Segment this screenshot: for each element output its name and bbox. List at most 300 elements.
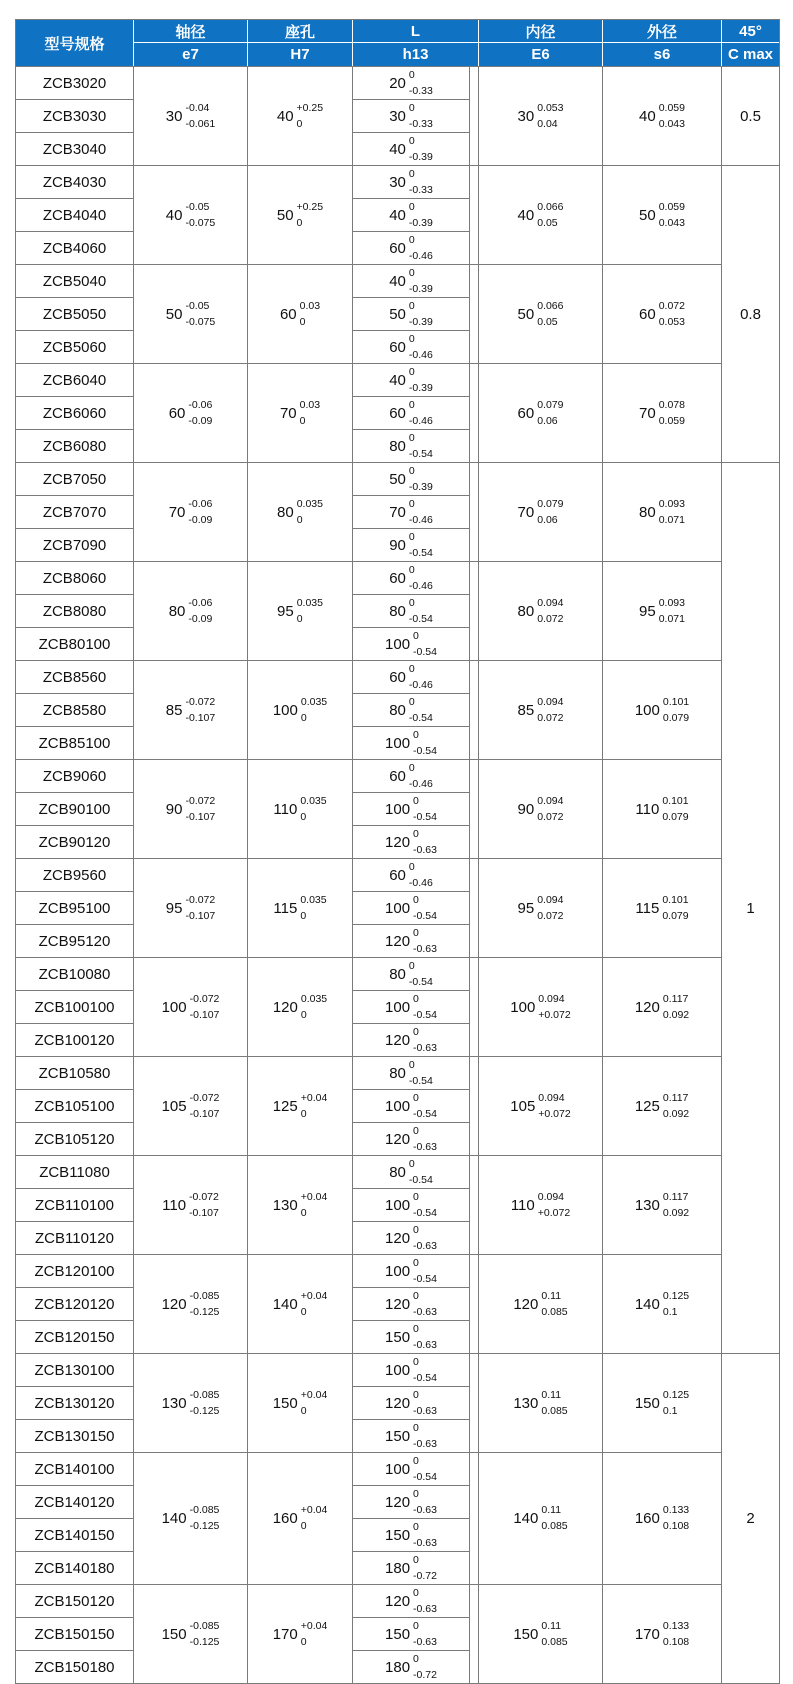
inner-diameter-cell-value: 95: [517, 899, 535, 917]
seat-hole-cell: [248, 67, 353, 165]
model-cell: ZCB150120: [34, 1592, 115, 1610]
outer-diameter-cell-value: 80: [639, 503, 656, 521]
header-outer-diameter: [603, 20, 722, 66]
seat-hole-cell-tolerances: [301, 1192, 328, 1219]
group-row: [16, 1452, 722, 1584]
inner-diameter-cell-lower-deviation: 0.085: [541, 1305, 568, 1318]
length-cell-upper-deviation: 0: [408, 497, 415, 510]
length-strip: [470, 562, 479, 660]
model-cell: ZCB5040: [42, 272, 107, 290]
model-column: [16, 562, 134, 660]
length-column: [353, 1255, 470, 1353]
group-row: [16, 1155, 722, 1254]
length-cell-lower-deviation: -0.46: [408, 513, 433, 526]
length-column: [353, 265, 470, 363]
length-cell-tolerances: [409, 301, 433, 328]
length-cell-lower-deviation: -0.46: [408, 876, 433, 889]
length-cell-lower-deviation: -0.46: [408, 348, 433, 361]
length-cell-upper-deviation: 0: [408, 695, 415, 708]
shaft-diameter-cell-value: 50: [165, 305, 183, 323]
model-column: [16, 1255, 134, 1353]
shaft-diameter-cell-upper-deviation: -0.05: [185, 200, 210, 213]
length-cell-lower-deviation: -0.39: [408, 315, 433, 328]
outer-diameter-cell-lower-deviation: 0.071: [658, 612, 685, 625]
shaft-diameter-cell: [134, 364, 248, 462]
length-cell-tolerances: [413, 1093, 437, 1120]
inner-diameter-cell-tolerances: [537, 796, 563, 823]
length-cell-upper-deviation: 0: [408, 563, 415, 576]
model-cell: ZCB7090: [16, 528, 133, 561]
inner-diameter-cell-tolerances: [537, 499, 563, 526]
outer-diameter-cell-value: 95: [639, 602, 656, 620]
length-cell-upper-deviation: 0: [413, 1190, 419, 1203]
inner-diameter-cell-tolerances: [537, 202, 563, 229]
shaft-diameter-cell: [134, 463, 248, 561]
inner-diameter-cell-tolerances: [541, 1291, 567, 1318]
inner-diameter-cell: [479, 265, 603, 363]
shaft-diameter-cell-value: 70: [168, 503, 186, 521]
group-row: [16, 1254, 722, 1353]
model-cell: ZCB8580: [16, 693, 133, 726]
shaft-diameter-cell-upper-deviation: -0.072: [189, 1190, 219, 1203]
length-cell-value: 120: [385, 1031, 411, 1049]
inner-diameter-cell-upper-deviation: 0.094: [537, 794, 564, 807]
length-strip: [470, 859, 479, 957]
model-cell: ZCB120100: [34, 1262, 115, 1280]
outer-diameter-cell-lower-deviation: 0.079: [662, 909, 689, 922]
shaft-diameter-cell-tolerances: [190, 1093, 220, 1120]
outer-diameter-cell-upper-deviation: 0.093: [658, 497, 685, 510]
length-cell-lower-deviation: -0.72: [413, 1569, 437, 1582]
length-cell: [353, 1089, 469, 1122]
length-cell-lower-deviation: -0.54: [413, 1272, 437, 1285]
length-cell-lower-deviation: -0.54: [408, 1074, 433, 1087]
seat-hole-cell-lower-deviation: 0: [300, 1107, 307, 1120]
model-cell: ZCB8560: [42, 668, 107, 686]
length-cell-lower-deviation: -0.54: [408, 612, 433, 625]
shaft-diameter-cell: [134, 1354, 248, 1452]
shaft-diameter-cell-upper-deviation: -0.072: [189, 1091, 220, 1104]
inner-diameter-cell: [479, 166, 603, 264]
length-cell-upper-deviation: 0: [413, 1454, 419, 1467]
seat-hole-cell-tolerances: [297, 202, 324, 229]
length-cell: [353, 330, 469, 363]
inner-diameter-cell: [479, 562, 603, 660]
length-cell-value: 60: [389, 866, 406, 884]
inner-diameter-cell-upper-deviation: 0.11: [541, 1388, 562, 1401]
outer-diameter-cell-upper-deviation: 0.101: [662, 794, 689, 807]
outer-diameter-cell-value: 170: [634, 1625, 660, 1643]
seat-hole-cell-value: 140: [272, 1295, 298, 1313]
group-row: [16, 759, 722, 858]
model-cell: ZCB9060: [42, 767, 107, 785]
model-cell: ZCB5050: [16, 297, 133, 330]
length-cell-lower-deviation: -0.54: [413, 645, 437, 658]
shaft-diameter-cell-value: 60: [168, 404, 186, 422]
model-cell: ZCB10580: [38, 1064, 111, 1082]
spec-table: [15, 19, 780, 1684]
length-cell: [353, 198, 469, 231]
inner-diameter-cell-lower-deviation: +0.072: [537, 1206, 571, 1219]
seat-hole-cell-tolerances: [300, 895, 326, 922]
inner-diameter-cell-lower-deviation: 0.072: [537, 711, 564, 724]
length-cell-value: 60: [389, 239, 406, 257]
inner-diameter-cell-upper-deviation: 0.11: [541, 1504, 562, 1516]
model-column: [16, 364, 134, 462]
length-cell-value: 70: [389, 503, 406, 521]
length-cell: [353, 1551, 469, 1584]
length-cell: [353, 760, 469, 792]
length-cell-lower-deviation: -0.46: [408, 579, 433, 592]
shaft-diameter-cell-upper-deviation: -0.04: [185, 101, 210, 114]
inner-diameter-cell-lower-deviation: 0.05: [537, 216, 558, 229]
outer-diameter-cell: [603, 760, 722, 858]
length-cell: [353, 562, 469, 594]
length-cell-lower-deviation: -0.39: [408, 381, 433, 394]
length-cell: [353, 1485, 469, 1518]
cmax-cell: 2: [746, 1510, 755, 1527]
length-cell: [353, 1287, 469, 1320]
seat-hole-cell-lower-deviation: 0: [300, 1404, 307, 1417]
shaft-diameter-cell-value: 100: [161, 998, 187, 1016]
inner-diameter-cell: [479, 1255, 603, 1353]
length-strip: [470, 661, 479, 759]
seat-hole-cell-value: 100: [272, 701, 298, 719]
group-row: [16, 561, 722, 660]
length-cell: [353, 364, 469, 396]
outer-diameter-cell: [603, 1156, 722, 1254]
length-cell-value: 120: [385, 833, 411, 851]
seat-hole-cell-tolerances: [301, 1291, 328, 1318]
length-cell-upper-deviation: 0: [408, 662, 415, 675]
outer-diameter-cell-value: 160: [634, 1510, 660, 1527]
model-cell: ZCB6060: [16, 396, 133, 429]
inner-diameter-cell: [479, 1057, 603, 1155]
length-cell-lower-deviation: -0.63: [413, 1239, 437, 1252]
outer-diameter-cell-value: 115: [635, 899, 660, 917]
length-cell-upper-deviation: 0: [408, 266, 415, 279]
length-cell: [353, 1320, 469, 1353]
length-cell-tolerances: [413, 928, 437, 955]
seat-hole-cell-tolerances: [301, 1621, 328, 1648]
outer-diameter-cell-upper-deviation: 0.125: [662, 1388, 690, 1401]
seat-hole-cell: [248, 1255, 353, 1353]
length-cell-value: 150: [385, 1328, 411, 1346]
length-cell-tolerances: [413, 1225, 437, 1252]
length-cell-tolerances: [413, 1588, 437, 1615]
seat-hole-cell-lower-deviation: 0: [296, 117, 303, 130]
inner-diameter-cell-value: 30: [517, 107, 535, 125]
shaft-diameter-cell-lower-deviation: -0.107: [189, 1206, 219, 1219]
length-column: [353, 463, 470, 561]
seat-hole-cell-lower-deviation: 0: [299, 315, 306, 328]
seat-hole-cell: [248, 1156, 353, 1254]
outer-diameter-cell: [603, 1354, 722, 1452]
outer-diameter-cell: [603, 562, 722, 660]
header-outer-diameter-label: 外径: [603, 20, 721, 43]
length-cell-upper-deviation: 0: [408, 1058, 415, 1071]
inner-diameter-cell-value: 80: [517, 602, 535, 620]
length-cell-lower-deviation: -0.63: [413, 1437, 437, 1450]
seat-hole-cell-tolerances: [301, 1093, 328, 1120]
length-cell-upper-deviation: 0: [413, 629, 419, 642]
shaft-diameter-cell-lower-deviation: -0.125: [189, 1305, 220, 1318]
seat-hole-cell: [248, 1585, 353, 1683]
outer-diameter-cell-tolerances: [663, 1505, 689, 1532]
length-cell: [353, 661, 469, 693]
seat-hole-cell-lower-deviation: 0: [299, 414, 306, 427]
length-cell-upper-deviation: 0: [413, 1586, 419, 1599]
model-cell: ZCB150180: [16, 1650, 133, 1683]
length-cell-value: 80: [389, 602, 406, 620]
length-cell-value: 180: [385, 1658, 411, 1676]
length-cell-upper-deviation: 0: [413, 1388, 419, 1401]
length-cell-value: 80: [389, 1064, 406, 1082]
length-cell-upper-deviation: 0: [408, 68, 415, 81]
length-cell-value: 60: [389, 404, 406, 422]
outer-diameter-cell-tolerances: [659, 499, 685, 526]
length-cell-tolerances: [409, 136, 433, 163]
shaft-diameter-cell-value: 95: [165, 899, 183, 917]
shaft-diameter-cell-lower-deviation: -0.107: [189, 1008, 220, 1021]
outer-diameter-cell-upper-deviation: 0.117: [662, 992, 689, 1005]
length-cell-upper-deviation: 0: [413, 992, 419, 1005]
length-cell-upper-deviation: 0: [413, 926, 419, 939]
length-cell: [353, 792, 469, 825]
model-cell: ZCB110120: [16, 1221, 133, 1254]
shaft-diameter-cell-tolerances: [185, 895, 215, 922]
length-cell: [353, 231, 469, 264]
length-cell: [353, 1585, 469, 1617]
header-inner-diameter: [479, 20, 603, 66]
length-cell-value: 20: [389, 74, 406, 92]
model-cell: ZCB4030: [42, 173, 107, 191]
seat-hole-cell-lower-deviation: 0: [300, 1008, 307, 1021]
outer-diameter-cell-lower-deviation: 0.079: [662, 711, 690, 724]
group-row: [16, 363, 722, 462]
inner-diameter-cell-value: 50: [517, 305, 535, 323]
inner-diameter-cell-value: 85: [517, 701, 535, 719]
length-cell-lower-deviation: -0.72: [413, 1668, 437, 1681]
length-cell-lower-deviation: -0.63: [413, 1041, 437, 1054]
outer-diameter-cell-tolerances: [662, 895, 688, 922]
header-model: 型号规格: [16, 20, 134, 66]
table-header: [16, 20, 779, 66]
length-column: [353, 166, 470, 264]
inner-diameter-cell-value: 90: [517, 800, 535, 818]
length-cell-value: 50: [389, 305, 406, 323]
model-column: [16, 859, 134, 957]
shaft-diameter-cell-value: 90: [165, 800, 183, 818]
group-stack: [16, 463, 722, 1353]
inner-diameter-cell-tolerances: [541, 1390, 567, 1417]
header-inner-diameter-label: 内径: [479, 20, 602, 43]
length-cell: [353, 429, 469, 462]
length-cell-upper-deviation: 0: [413, 794, 419, 807]
inner-diameter-cell-lower-deviation: 0.085: [541, 1404, 568, 1417]
shaft-diameter-cell-lower-deviation: -0.107: [185, 711, 216, 724]
seat-hole-cell-lower-deviation: 0: [300, 1635, 307, 1648]
outer-diameter-cell: [603, 463, 722, 561]
length-cell-upper-deviation: 0: [408, 761, 415, 774]
shaft-diameter-cell: [134, 67, 248, 165]
length-column: [353, 661, 470, 759]
seat-hole-cell-upper-deviation: +0.04: [300, 1504, 328, 1516]
length-cell: [353, 297, 469, 330]
seat-hole-cell-upper-deviation: 0.035: [300, 992, 328, 1005]
shaft-diameter-cell: [134, 661, 248, 759]
length-cell-value: 150: [385, 1427, 411, 1445]
outer-diameter-cell: [603, 364, 722, 462]
length-cell-upper-deviation: 0: [413, 1025, 419, 1038]
shaft-diameter-cell-lower-deviation: -0.09: [188, 414, 213, 427]
header-chamfer: [722, 20, 779, 66]
seat-hole-cell-upper-deviation: +0.04: [300, 1289, 328, 1302]
model-cell: ZCB130120: [16, 1386, 133, 1419]
length-cell: [353, 1354, 469, 1386]
length-column: [353, 1585, 470, 1683]
length-column: [353, 562, 470, 660]
model-cell: ZCB6080: [16, 429, 133, 462]
shaft-diameter-cell-value: 80: [168, 602, 186, 620]
length-column: [353, 1354, 470, 1452]
length-cell: [353, 726, 469, 759]
length-cell-tolerances: [413, 1291, 437, 1318]
chamfer-span-row: [16, 67, 779, 165]
shaft-diameter-cell-tolerances: [190, 1505, 220, 1532]
seat-hole-cell-upper-deviation: +0.04: [300, 1091, 328, 1104]
length-cell-tolerances: [409, 1060, 433, 1087]
outer-diameter-cell: [603, 661, 722, 759]
model-cell: ZCB3030: [16, 99, 133, 132]
model-cell: ZCB95120: [16, 924, 133, 957]
shaft-diameter-cell: [134, 1156, 248, 1254]
length-cell-lower-deviation: -0.63: [413, 1536, 437, 1549]
inner-diameter-cell-lower-deviation: +0.072: [538, 1107, 571, 1120]
shaft-diameter-cell-lower-deviation: -0.075: [185, 216, 216, 229]
length-cell-upper-deviation: 0: [408, 860, 415, 873]
model-column: [16, 463, 134, 561]
outer-diameter-cell-tolerances: [659, 598, 685, 625]
shaft-diameter-cell-upper-deviation: -0.072: [185, 893, 216, 906]
seat-hole-cell: [248, 958, 353, 1056]
length-cell-value: 40: [389, 140, 406, 158]
header-seat-hole: [248, 20, 353, 66]
length-cell-lower-deviation: -0.63: [413, 1140, 437, 1153]
seat-hole-cell-tolerances: [297, 598, 323, 625]
outer-diameter-cell-lower-deviation: 0.092: [662, 1107, 690, 1120]
header-shaft-diameter-tolerance: e7: [182, 46, 199, 63]
outer-diameter-cell: [603, 1453, 722, 1584]
header-inner-diameter-tolerance: E6: [531, 46, 550, 63]
inner-diameter-cell-lower-deviation: 0.072: [537, 810, 564, 823]
outer-diameter-cell-lower-deviation: 0.059: [658, 414, 685, 427]
length-cell: [353, 528, 469, 561]
shaft-diameter-cell-value: 85: [165, 701, 183, 719]
length-cell-lower-deviation: -0.46: [408, 777, 433, 790]
length-cell-upper-deviation: 0: [413, 1652, 419, 1665]
inner-diameter-cell-upper-deviation: 0.094: [538, 1091, 565, 1104]
outer-diameter-cell-value: 130: [634, 1196, 660, 1214]
seat-hole-cell-tolerances: [300, 400, 320, 427]
length-cell: [353, 891, 469, 924]
outer-diameter-cell-value: 40: [639, 107, 656, 125]
inner-diameter-cell-tolerances: [537, 301, 563, 328]
group-stack: [16, 166, 722, 462]
model-cell: ZCB95100: [16, 891, 133, 924]
model-cell: ZCB130150: [16, 1419, 133, 1452]
length-cell-lower-deviation: -0.39: [408, 282, 433, 295]
length-cell: [353, 924, 469, 957]
group-row: [16, 264, 722, 363]
seat-hole-cell-value: 110: [273, 800, 298, 818]
seat-hole-cell-tolerances: [300, 796, 326, 823]
model-cell: ZCB120120: [16, 1287, 133, 1320]
outer-diameter-cell-upper-deviation: 0.117: [662, 1091, 689, 1104]
inner-diameter-cell-lower-deviation: 0.072: [537, 612, 564, 625]
length-column: [353, 1156, 470, 1254]
length-strip: [470, 364, 479, 462]
model-cell: ZCB4060: [16, 231, 133, 264]
seat-hole-cell-value: 95: [277, 602, 294, 620]
length-cell: [353, 1617, 469, 1650]
seat-hole-cell-value: 170: [272, 1625, 298, 1643]
header-chamfer-max-label: C max: [727, 46, 774, 63]
length-cell-tolerances: [413, 895, 437, 922]
length-cell-lower-deviation: -0.39: [408, 216, 433, 229]
inner-diameter-cell-lower-deviation: 0.072: [537, 909, 564, 922]
model-cell: ZCB100120: [16, 1023, 133, 1056]
inner-diameter-cell-upper-deviation: 0.094: [537, 1190, 565, 1203]
length-cell-tolerances: [409, 367, 433, 394]
outer-diameter-cell-tolerances: [662, 796, 688, 823]
shaft-diameter-cell: [134, 166, 248, 264]
outer-diameter-cell-upper-deviation: 0.059: [658, 200, 685, 213]
length-cell-upper-deviation: 0: [413, 728, 419, 741]
length-cell-tolerances: [413, 1654, 437, 1681]
length-cell-upper-deviation: 0: [408, 200, 415, 213]
seat-hole-cell-upper-deviation: +0.04: [300, 1388, 328, 1401]
length-cell-tolerances: [413, 1522, 437, 1549]
shaft-diameter-cell-value: 30: [165, 107, 183, 125]
seat-hole-cell: [248, 760, 353, 858]
outer-diameter-cell-tolerances: [663, 697, 689, 724]
inner-diameter-cell-upper-deviation: 0.053: [537, 101, 564, 114]
outer-diameter-cell-tolerances: [663, 1192, 689, 1219]
length-cell-lower-deviation: -0.54: [413, 1371, 437, 1384]
length-cell-upper-deviation: 0: [413, 1091, 419, 1104]
length-cell-lower-deviation: -0.63: [413, 1503, 437, 1516]
length-cell-upper-deviation: 0: [413, 1322, 419, 1335]
length-strip: [470, 958, 479, 1056]
length-cell-upper-deviation: 0: [408, 398, 415, 411]
length-cell-value: 100: [385, 635, 411, 653]
length-cell-lower-deviation: -0.54: [413, 810, 437, 823]
inner-diameter-cell: [479, 463, 603, 561]
outer-diameter-cell-lower-deviation: 0.108: [662, 1520, 690, 1532]
outer-diameter-cell-lower-deviation: 0.053: [658, 315, 685, 328]
outer-diameter-cell: [603, 859, 722, 957]
inner-diameter-cell-tolerances: [538, 1192, 570, 1219]
length-cell-value: 120: [385, 1295, 411, 1313]
seat-hole-cell-lower-deviation: 0: [296, 513, 303, 526]
length-cell-lower-deviation: -0.63: [413, 942, 437, 955]
shaft-diameter-cell-value: 140: [161, 1510, 187, 1527]
length-cell-tolerances: [413, 1489, 437, 1516]
length-cell-value: 60: [389, 569, 406, 587]
outer-diameter-cell-lower-deviation: 0.1: [662, 1404, 678, 1417]
length-cell-tolerances: [409, 400, 433, 427]
